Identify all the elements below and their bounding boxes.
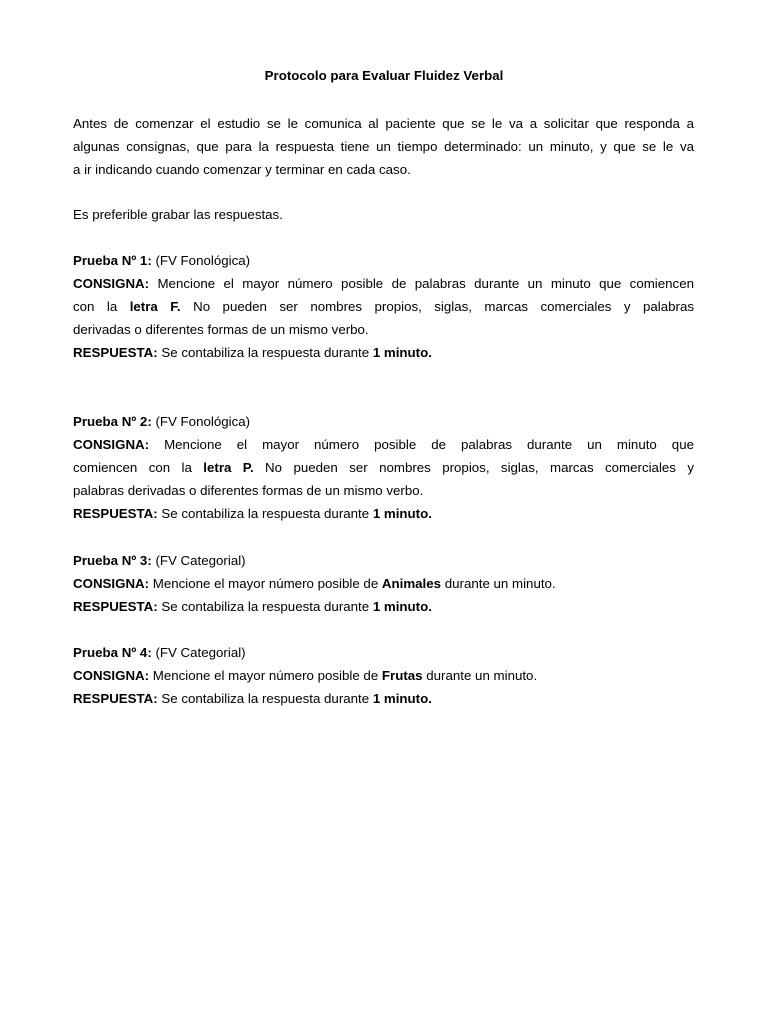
test-1-consigna-line-1	[73, 272, 694, 295]
respuesta-text: Se contabiliza la respuesta durante	[157, 506, 373, 521]
respuesta-label: RESPUESTA:	[73, 345, 158, 360]
respuesta-duration: 1 minuto.	[372, 345, 432, 360]
test-3-consigna-text-b: durante un minuto.	[441, 576, 556, 591]
test-3-label: Prueba Nº 3:	[73, 553, 152, 568]
test-4-heading	[73, 641, 694, 664]
test-2-consigna-line-1	[73, 433, 694, 456]
consigna-label: CONSIGNA:	[73, 668, 150, 683]
intro-line-1: Antes de comenzar el estudio se le comunica al paciente que se le va a solicitar que responda a	[73, 116, 694, 131]
test-2-consigna-line-2	[73, 456, 694, 479]
respuesta-text: Se contabiliza la respuesta durante	[157, 599, 373, 614]
note-paragraph	[73, 203, 694, 226]
respuesta-text: Se contabiliza la respuesta durante	[157, 691, 373, 706]
test-1-consigna-text-2b: No pueden ser nombres propios, siglas, marcas comerciales y palabras	[180, 299, 695, 314]
test-1-consigna-line-2	[73, 295, 694, 318]
test-1-heading	[73, 249, 694, 272]
consigna-label: CONSIGNA:	[73, 576, 150, 591]
test-4-respuesta	[73, 687, 694, 710]
test-2-heading	[73, 410, 694, 433]
test-3-respuesta	[73, 595, 694, 618]
test-4-section	[73, 641, 694, 710]
respuesta-label: RESPUESTA:	[73, 506, 158, 521]
test-3-category: Animales	[381, 576, 442, 591]
test-1-consigna-text-2a: con la	[73, 299, 130, 314]
test-1-type: (FV Fonológica)	[151, 253, 251, 268]
intro-line-3: a ir indicando cuando comenzar y terminar en cada caso.	[73, 162, 411, 177]
test-2-respuesta	[73, 502, 694, 525]
test-1-section	[73, 249, 694, 364]
test-2-letter: letra P.	[203, 460, 254, 475]
consigna-label: CONSIGNA:	[73, 276, 150, 291]
intro-line-2: algunas consignas, que para la respuesta tiene un tiempo determinado: un minuto, y que se le va	[73, 139, 694, 154]
test-1-consigna-text-1: Mencione el mayor número posible de palabras durante un minuto que comiencen	[149, 276, 694, 291]
test-3-consigna	[73, 572, 694, 595]
test-2-consigna-text-2b: No pueden ser nombres propios, siglas, marcas comerciales y	[253, 460, 694, 475]
test-2-section	[73, 410, 694, 525]
test-3-section	[73, 549, 694, 618]
test-1-letter: letra F.	[129, 299, 181, 314]
respuesta-duration: 1 minuto.	[372, 691, 432, 706]
test-1-label: Prueba Nº 1:	[73, 253, 152, 268]
respuesta-duration: 1 minuto.	[372, 599, 432, 614]
test-1-respuesta	[73, 341, 694, 364]
test-4-consigna	[73, 664, 694, 687]
test-3-consigna-text-a: Mencione el mayor número posible de	[149, 576, 382, 591]
test-4-type: (FV Categorial)	[151, 645, 246, 660]
respuesta-text: Se contabiliza la respuesta durante	[157, 345, 373, 360]
test-4-consigna-text-a: Mencione el mayor número posible de	[149, 668, 382, 683]
test-3-heading	[73, 549, 694, 572]
test-3-type: (FV Categorial)	[151, 553, 246, 568]
note-text: Es preferible grabar las respuestas.	[73, 207, 283, 222]
intro-paragraph	[73, 112, 694, 181]
test-4-category: Frutas	[381, 668, 423, 683]
test-2-consigna-text-2a: comiencen con la	[73, 460, 204, 475]
respuesta-label: RESPUESTA:	[73, 599, 158, 614]
respuesta-label: RESPUESTA:	[73, 691, 158, 706]
test-1-consigna-line-3: derivadas o diferentes formas de un mismo verbo.	[73, 322, 369, 337]
test-4-consigna-text-b: durante un minuto.	[422, 668, 538, 683]
document-title: Protocolo para Evaluar Fluidez Verbal	[264, 68, 504, 83]
test-2-type: (FV Fonológica)	[151, 414, 251, 429]
test-2-consigna-line-3: palabras derivadas o diferentes formas de un mismo verbo.	[73, 483, 424, 498]
consigna-label: CONSIGNA:	[73, 437, 150, 452]
respuesta-duration: 1 minuto.	[372, 506, 432, 521]
test-2-consigna-text-1: Mencione el mayor número posible de palabras durante un minuto que	[149, 437, 694, 452]
test-4-label: Prueba Nº 4:	[73, 645, 152, 660]
test-2-label: Prueba Nº 2:	[73, 414, 152, 429]
